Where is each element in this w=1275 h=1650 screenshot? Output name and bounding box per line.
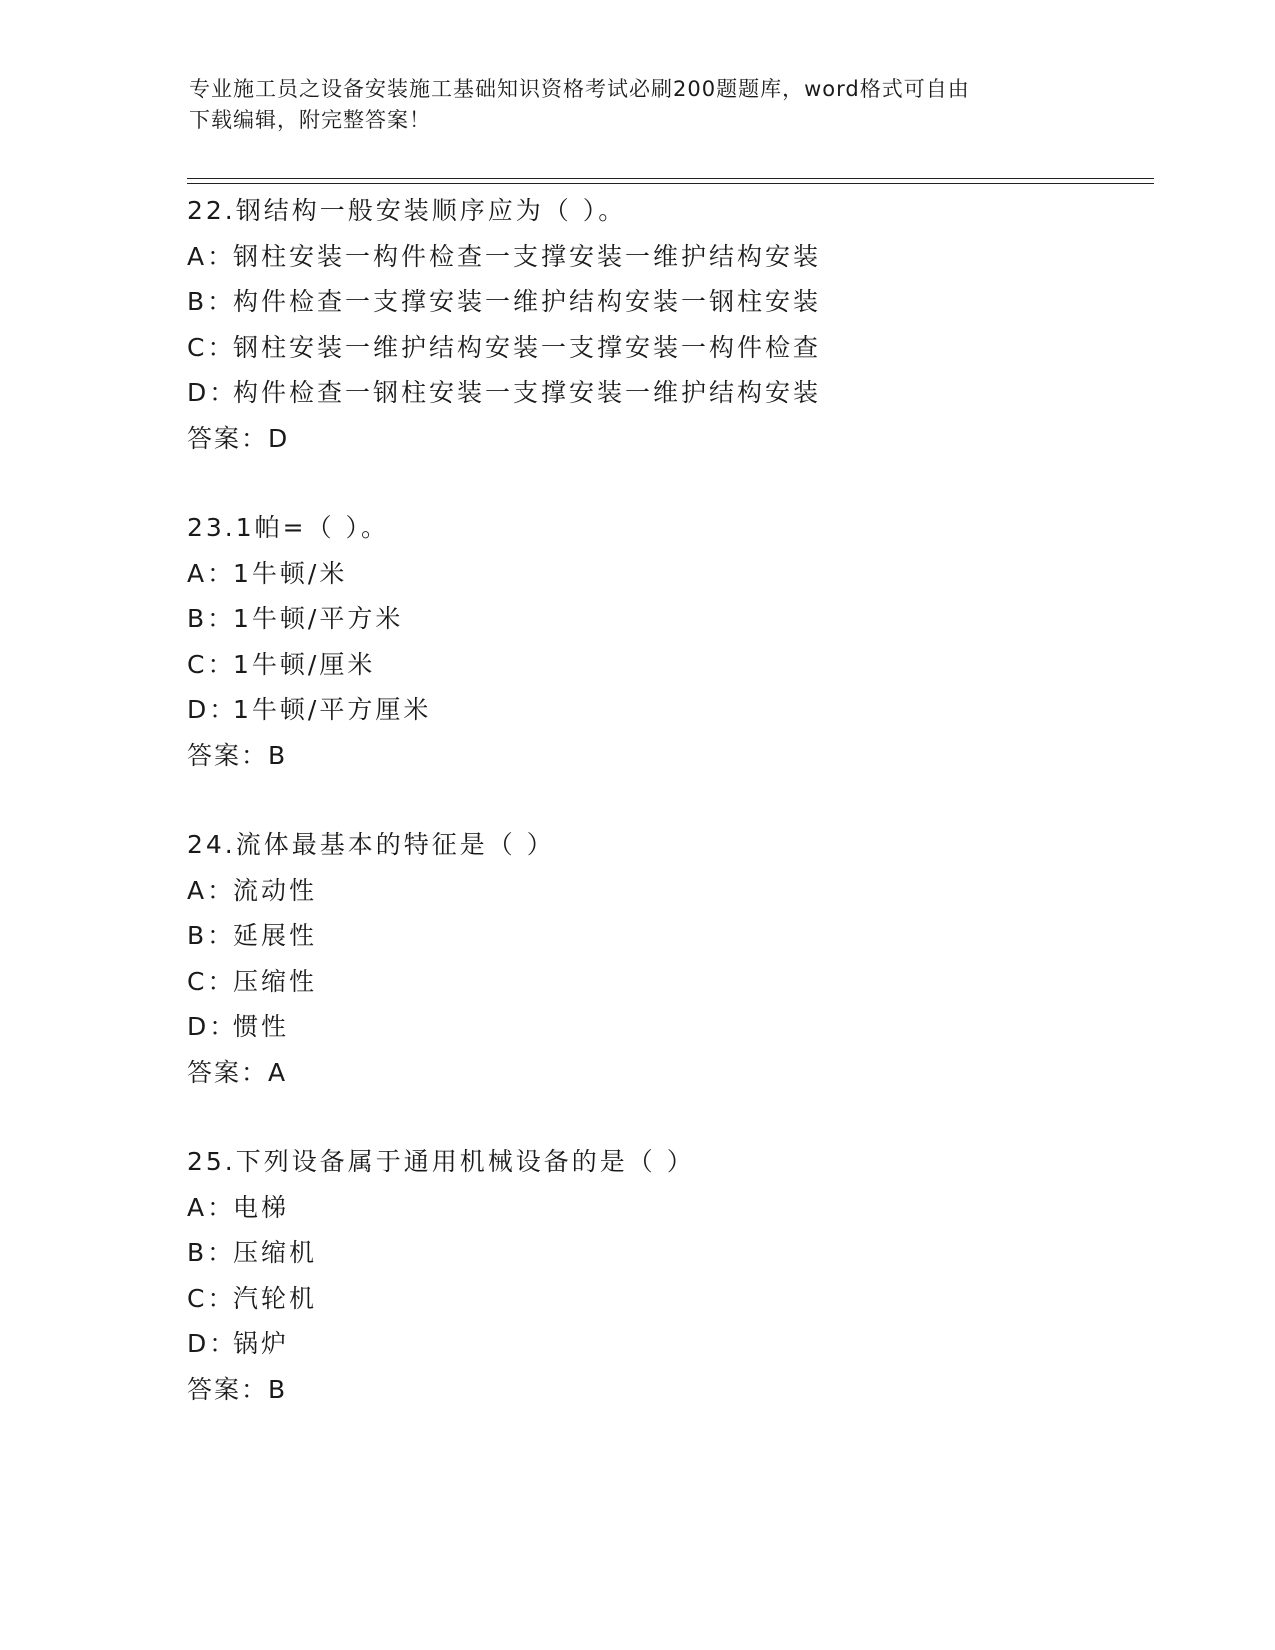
header-line-2: 下载编辑，附完整答案！ [189, 108, 431, 132]
option-text: 流动性 [233, 875, 318, 905]
option-c [187, 642, 1147, 688]
option-c [187, 1276, 1147, 1322]
option-text: 汽轮机 [233, 1283, 318, 1313]
option-letter: C： [187, 332, 236, 362]
option-b [187, 279, 1147, 325]
option-d [187, 1321, 1147, 1367]
option-letter: D： [187, 695, 238, 724]
option-letter: B： [187, 287, 236, 316]
option-text: 锅炉 [233, 1329, 290, 1358]
option-b [187, 596, 1147, 642]
option-a [187, 1185, 1147, 1231]
document-header [189, 74, 1069, 136]
option-c [187, 959, 1147, 1005]
option-letter: A： [187, 1192, 236, 1222]
question-list [187, 188, 1147, 1456]
answer-label: 答案：B [187, 740, 288, 770]
question-stem: 22.钢结构一般安装顺序应为（ ）。 [187, 196, 627, 225]
option-b [187, 913, 1147, 959]
header-line-1: 专业施工员之设备安装施工基础知识资格考试必刷200题题库，word格式可自由 [189, 77, 970, 101]
option-letter: C： [187, 1283, 236, 1313]
question-23 [187, 505, 1147, 778]
option-letter: B： [187, 1238, 236, 1267]
option-text: 惯性 [233, 1012, 290, 1041]
header-divider-bottom [187, 183, 1154, 184]
option-a [187, 234, 1147, 280]
option-letter: D： [187, 378, 238, 407]
question-stem: 23.1帕=（ ）。 [187, 513, 390, 542]
header-divider-top [187, 178, 1154, 179]
option-text: 延展性 [233, 921, 318, 950]
option-letter: C： [187, 966, 236, 996]
option-c [187, 325, 1147, 371]
option-text: 1牛顿/平方厘米 [233, 695, 432, 724]
question-24 [187, 822, 1147, 1095]
option-d [187, 370, 1147, 416]
option-d [187, 1004, 1147, 1050]
answer-label: 答案：A [187, 1057, 288, 1087]
option-d [187, 687, 1147, 733]
option-text: 电梯 [233, 1192, 290, 1222]
option-text: 构件检查一钢柱安装一支撑安装一维护结构安装 [233, 378, 822, 407]
option-letter: C： [187, 649, 236, 679]
option-letter: A： [187, 241, 236, 271]
option-letter: A： [187, 558, 236, 588]
question-stem: 25.下列设备属于通用机械设备的是（ ） [187, 1147, 695, 1176]
answer-label: 答案：B [187, 1374, 288, 1404]
option-letter: B： [187, 921, 236, 950]
option-text: 构件检查一支撑安装一维护结构安装一钢柱安装 [233, 287, 822, 316]
answer-label: 答案：D [187, 423, 290, 453]
option-text: 1牛顿/平方米 [233, 604, 404, 633]
question-stem: 24.流体最基本的特征是（ ） [187, 830, 555, 859]
option-a [187, 868, 1147, 914]
option-b [187, 1230, 1147, 1276]
option-text: 1牛顿/厘米 [233, 649, 376, 679]
option-letter: A： [187, 875, 236, 905]
option-a [187, 551, 1147, 597]
option-text: 钢柱安装一构件检查一支撑安装一维护结构安装 [233, 241, 822, 271]
option-text: 钢柱安装一维护结构安装一支撑安装一构件检查 [233, 332, 822, 362]
option-letter: D： [187, 1329, 238, 1358]
question-25 [187, 1139, 1147, 1412]
question-22 [187, 188, 1147, 461]
option-text: 压缩性 [233, 966, 318, 996]
option-letter: D： [187, 1012, 238, 1041]
option-text: 压缩机 [233, 1238, 318, 1267]
option-text: 1牛顿/米 [233, 558, 348, 588]
option-letter: B： [187, 604, 236, 633]
